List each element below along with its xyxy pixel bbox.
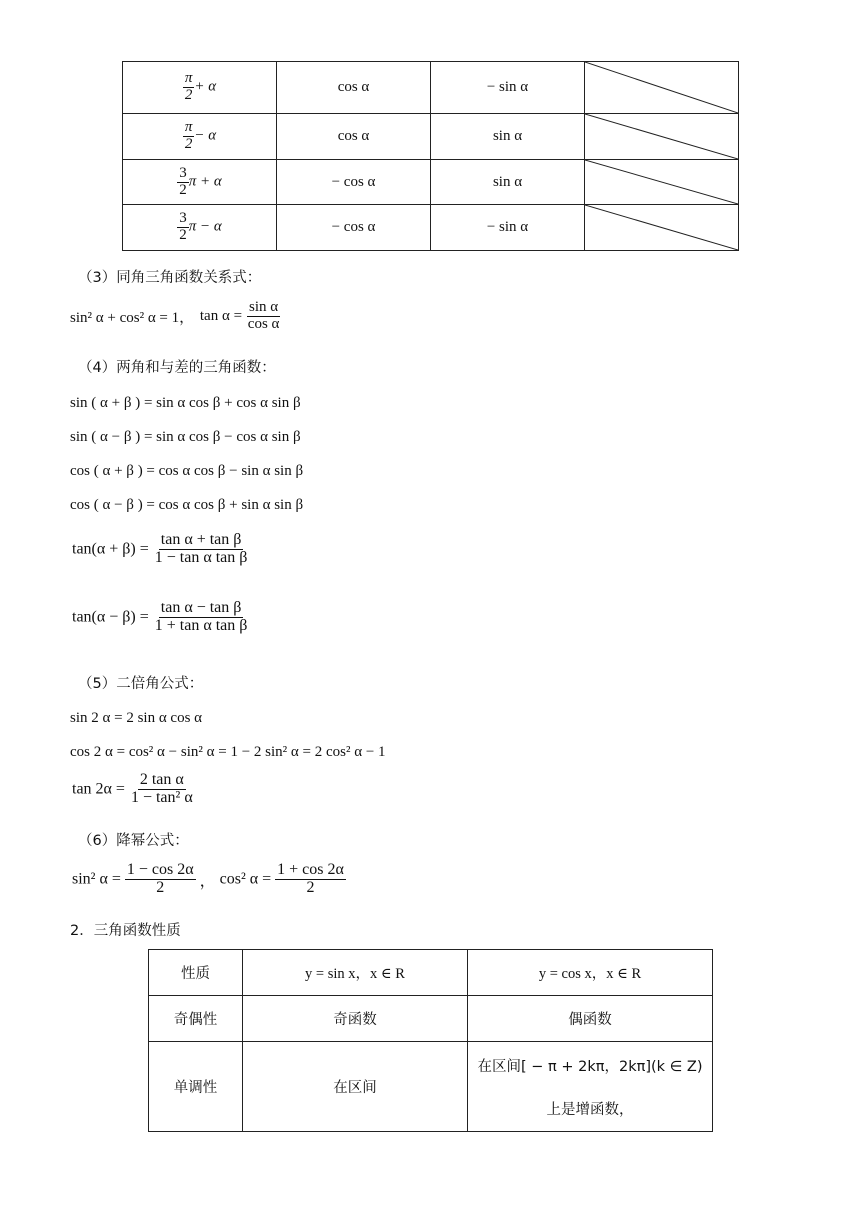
value-cell: − sin α (431, 62, 585, 114)
formula-lhs: cos² α = (219, 870, 272, 888)
angle-tail: π + α (188, 173, 222, 190)
sin-sum-formula: sin ( α + β ) = sin α cos β + cos α sin β (70, 395, 301, 411)
diagonal-cell (585, 205, 739, 251)
section-6-heading: （6）降幂公式： (78, 833, 189, 849)
monotonic-interval: 在区间[ − π + 2kπ，2kπ](k ∈ Z) (477, 1058, 703, 1075)
sin-double-formula: sin 2 α = 2 sin α cos α (70, 710, 203, 726)
table-row (123, 160, 739, 205)
tan-lhs: tan α = (199, 307, 243, 324)
formula-lhs: tan 2α = (72, 780, 125, 798)
property-value: 偶函数 (468, 996, 713, 1042)
frac-den: 2 (179, 227, 187, 243)
separator: ， (199, 872, 216, 890)
angle-cell (123, 114, 277, 160)
pythagorean-identity: sin² α + cos² α = 1， (70, 309, 195, 326)
section-5-heading: （5）二倍角公式： (78, 676, 204, 692)
value-cell: sin α (431, 114, 585, 160)
angle-tail: + α (194, 78, 217, 95)
header-cell: y = sin x，x ∈ R (243, 950, 468, 996)
table-row (123, 114, 739, 160)
frac-den: 2 (156, 878, 165, 896)
header-cell: y = cos x，x ∈ R (468, 950, 713, 996)
power-reduction-formula (72, 862, 346, 897)
property-label: 奇偶性 (149, 996, 243, 1042)
angle-cell (123, 205, 277, 251)
identity-formula (70, 300, 281, 333)
frac-den: 1 − tan² α (130, 788, 193, 806)
cos-diff-formula: cos ( α − β ) = cos α cos β + sin α sin β (70, 497, 304, 513)
angle-tail: − α (194, 127, 217, 144)
table-row (149, 996, 713, 1042)
frac-den: 2 (306, 878, 315, 896)
table-row (149, 950, 713, 996)
property-value: 奇函数 (243, 996, 468, 1042)
frac-num: 3 (179, 164, 187, 181)
property-value (468, 1042, 713, 1132)
tan-diff-formula (72, 600, 249, 635)
properties-table (148, 949, 713, 1132)
section-3-heading: （3）同角三角函数关系式： (78, 270, 262, 286)
frac-den: 1 − tan α tan β (154, 548, 248, 566)
diagonal-cell (585, 160, 739, 205)
table-row (123, 62, 739, 114)
angle-tail: π − α (188, 218, 222, 235)
frac-num: tan α + tan β (160, 531, 242, 548)
tan-double-formula (72, 772, 195, 807)
frac-num: 1 + cos 2α (277, 861, 344, 878)
value-cell: sin α (431, 160, 585, 205)
frac-num: sin α (249, 299, 279, 315)
frac-num: 2 tan α (139, 771, 184, 788)
frac-num: π (184, 119, 193, 136)
frac-num: 3 (179, 210, 187, 227)
frac-num: 1 − cos 2α (126, 861, 194, 878)
formula-lhs: tan(α + β) = (72, 540, 149, 558)
value-cell: − cos α (277, 160, 431, 205)
value-cell: − cos α (277, 205, 431, 251)
reduction-table (122, 61, 739, 251)
frac-den: 2 (179, 181, 187, 198)
diagonal-cell (585, 62, 739, 114)
frac-num: tan α − tan β (160, 599, 242, 616)
property-value: 在区间 (243, 1042, 468, 1132)
formula-lhs: tan(α − β) = (72, 608, 149, 626)
formula-lhs: sin² α = (72, 870, 121, 888)
property-label: 单调性 (149, 1042, 243, 1132)
value-cell: cos α (277, 62, 431, 114)
sin-diff-formula: sin ( α − β ) = sin α cos β − cos α sin β (70, 429, 301, 445)
value-cell: − sin α (431, 205, 585, 251)
angle-cell (123, 160, 277, 205)
frac-den: 2 (184, 136, 193, 152)
frac-den: 2 (184, 87, 193, 103)
value-cell: cos α (277, 114, 431, 160)
cos-double-formula: cos 2 α = cos² α − sin² α = 1 − 2 sin² α = 2 cos² α − 1 (70, 744, 386, 760)
angle-cell (123, 62, 277, 114)
part-2-heading: 2．三角函数性质 (70, 923, 181, 939)
section-4-heading: （4）两角和与差的三角函数： (78, 360, 276, 376)
frac-den: 1 + tan α tan β (154, 616, 248, 634)
frac-den: cos α (247, 315, 280, 332)
monotonic-text: 上是增函数， (546, 1101, 634, 1118)
cos-sum-formula: cos ( α + β ) = cos α cos β − sin α sin β (70, 463, 304, 479)
table-row (149, 1042, 713, 1132)
table-row (123, 205, 739, 251)
header-cell: 性质 (149, 950, 243, 996)
tan-sum-formula (72, 532, 249, 567)
diagonal-cell (585, 114, 739, 160)
frac-num: π (184, 70, 193, 87)
